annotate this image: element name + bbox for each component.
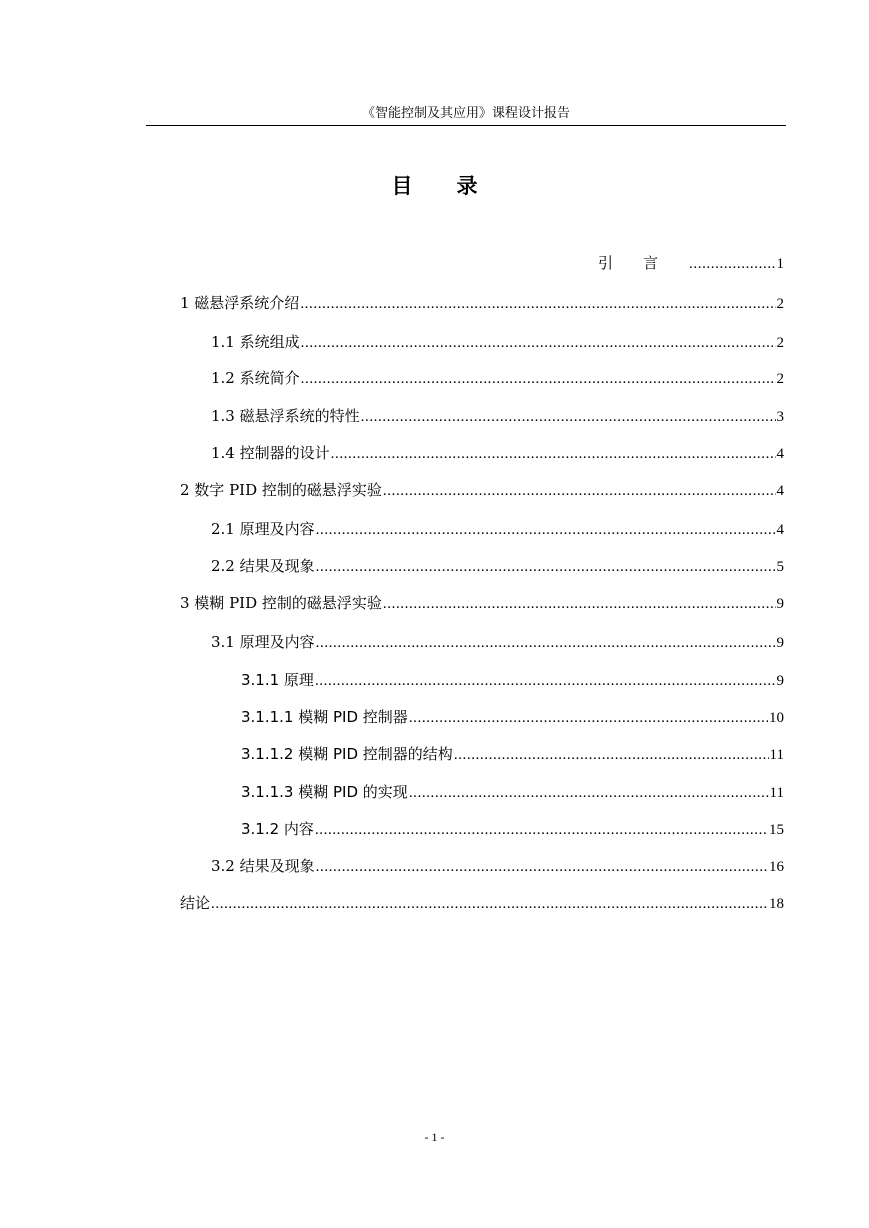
toc-entry-label: 1.1 系统组成 [211,333,300,351]
toc-leader-dots [300,293,775,315]
toc-leader-dots [315,819,768,841]
toc-entry-section-3-1-1-3[interactable] [241,781,784,803]
toc-leader-dots [689,253,775,275]
toc-leader-dots [331,443,776,465]
toc-entry-page: 2 [776,335,784,351]
toc-entry-label: 2.1 原理及内容 [211,520,315,538]
toc-entry-label: 2 数字 PID 控制的磁悬浮实验 [180,481,382,499]
toc-entry-label: 3.2 结果及现象 [211,857,315,875]
toc-entry-section-1-3[interactable] [211,405,784,427]
toc-entry-page: 9 [776,673,784,689]
toc-entry-label: 2.2 结果及现象 [211,557,315,575]
page-number: - 1 - [424,1130,445,1144]
toc-entry-page: 18 [769,896,784,912]
toc-entry-label: 1.4 控制器的设计 [211,444,330,462]
toc-entry-label: 3.1.1.1 模糊 PID 控制器 [241,708,408,726]
toc-entry-label: 结论 [180,894,211,912]
toc-entry-label: 1.2 系统简介 [211,369,300,387]
toc-entry-conclusion[interactable] [180,892,784,914]
toc-entry-label: 1 磁悬浮系统介绍 [180,294,300,312]
toc-entry-section-3-1-1[interactable] [241,669,784,691]
toc-leader-dots [361,406,776,428]
toc-entry-label: 1.3 磁悬浮系统的特性 [211,407,360,425]
toc-leader-dots [316,556,776,578]
toc-entry-page: 2 [776,371,784,387]
toc-leader-dots [383,480,776,502]
toc-entry-chapter-3[interactable] [180,592,784,614]
toc-leader-dots [409,782,769,804]
toc-leader-dots [315,670,776,692]
toc-entry-page: 16 [769,859,784,875]
toc-entry-page: 11 [769,785,784,801]
toc-entry-section-2-2[interactable] [211,555,784,577]
toc-entry-page: 9 [776,635,784,651]
page-header: 《智能控制及其应用》课程设计报告 [361,106,570,121]
toc-entry-page: 4 [776,522,784,538]
toc-entry-chapter-1[interactable] [180,292,784,314]
toc-leader-dots [316,856,768,878]
toc-entry-section-1-1[interactable] [211,331,784,353]
toc-entry-page: 4 [776,483,784,499]
toc-leader-dots [316,632,776,654]
toc-entry-chapter-2[interactable] [180,479,784,501]
toc-entry-introduction[interactable] [598,252,784,274]
toc-leader-dots [409,707,768,729]
toc-entry-section-1-4[interactable] [211,442,784,464]
toc-title: 目录 [391,174,522,198]
toc-leader-dots [383,593,776,615]
toc-entry-section-3-1[interactable] [211,631,784,653]
toc-entry-label: 3 模糊 PID 控制的磁悬浮实验 [180,594,382,612]
toc-entry-section-3-1-1-1[interactable] [241,706,784,728]
toc-entry-page: 5 [776,559,784,575]
toc-entry-page: 3 [776,409,784,425]
toc-entry-page: 2 [776,296,784,312]
toc-entry-label: 引言 [598,254,689,272]
toc-entry-section-3-1-1-2[interactable] [241,743,784,765]
toc-entry-section-1-2[interactable] [211,367,784,389]
toc-entry-section-2-1[interactable] [211,518,784,540]
toc-entry-label: 3.1.1.3 模糊 PID 的实现 [241,783,408,801]
toc-entry-page: 1 [776,256,784,272]
toc-leader-dots [301,332,776,354]
toc-entry-section-3-1-2[interactable] [241,818,784,840]
toc-leader-dots [454,744,769,766]
toc-leader-dots [316,519,776,541]
toc-leader-dots [301,368,776,390]
toc-entry-page: 10 [769,710,784,726]
toc-entry-page: 4 [776,446,784,462]
toc-entry-page: 11 [769,747,784,763]
toc-entry-page: 15 [769,822,784,838]
toc-entry-label: 3.1 原理及内容 [211,633,315,651]
toc-entry-page: 9 [776,596,784,612]
toc-entry-label: 3.1.1.2 模糊 PID 控制器的结构 [241,745,453,763]
toc-entry-section-3-2[interactable] [211,855,784,877]
toc-leader-dots [211,893,768,915]
toc-entry-label: 3.1.1 原理 [241,671,314,689]
toc-entry-label: 3.1.2 内容 [241,820,314,838]
